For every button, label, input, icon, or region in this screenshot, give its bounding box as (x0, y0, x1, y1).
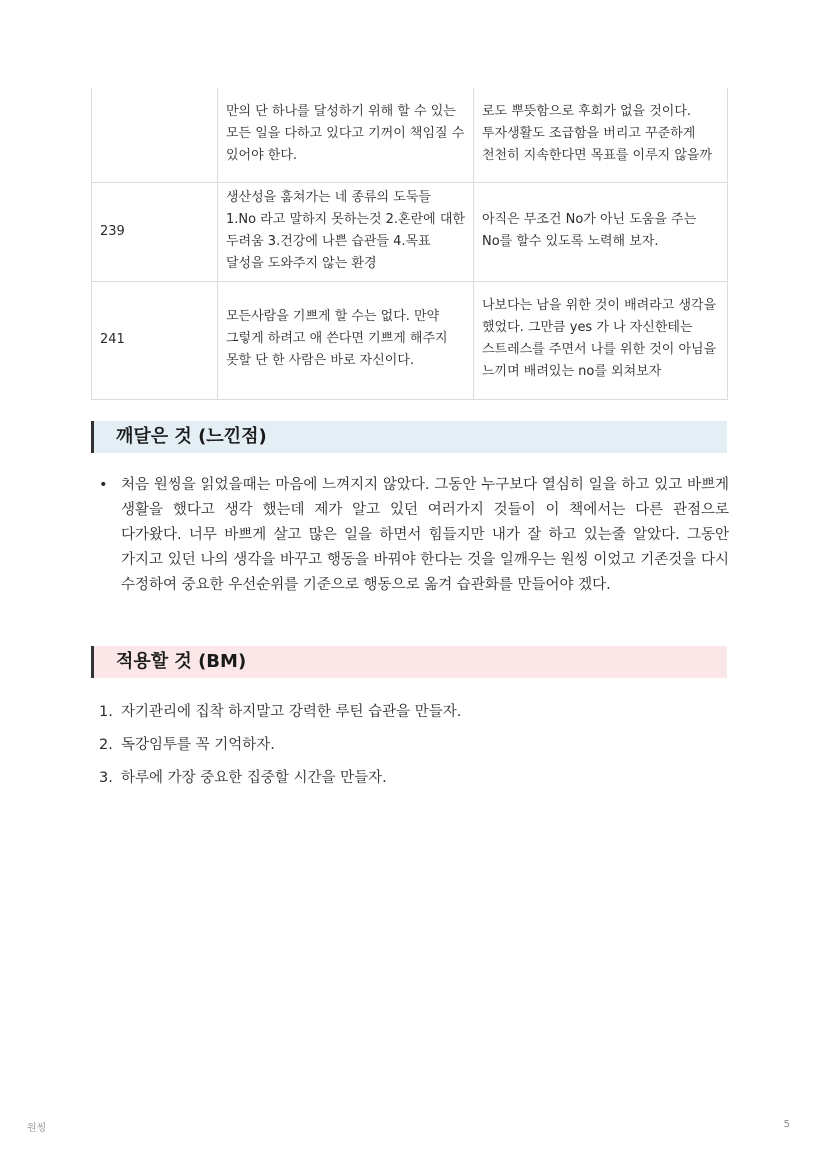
table-row (92, 182, 728, 281)
quote-text: 만의 단 하나를 달성하기 위해 할 수 있는 모든 일을 다하고 있다고 기꺼이 책임질 수 있어야 한다. (226, 103, 465, 163)
footer-title: 원씽 (27, 1123, 47, 1134)
thought-text: 나보다는 남을 위한 것이 배려라고 생각을 했었다. 그만큼 yes 가 나 자신한테는 스트레스를 주면서 나를 위한 것이 아님을 느끼며 배려있는 no를 외쳐보자 (482, 298, 717, 379)
realization-heading: 깨달은 것 (느낀점) (91, 421, 727, 453)
thought-text: 아직은 무조건 No가 아닌 도움을 주는 No를 할수 있도록 노력해 보자. (482, 211, 697, 249)
list-item (99, 733, 719, 766)
list-item-text: 독강임투를 꼭 기억하자. (121, 737, 275, 753)
thought-cell (474, 281, 728, 399)
quote-cell (218, 88, 474, 182)
thought-text: 로도 뿌뜻함으로 후회가 없을 것이다. 투자생활도 조급함을 버리고 꾸준하게 천천히 지속한다면 목표를 이루지 않을까 (482, 103, 713, 163)
list-item (99, 700, 719, 733)
quote-text: 모든사람을 기쁘게 할 수는 없다. 만약 그렇게 하려고 애 쓴다면 기쁘게 해주지 못할 단 한 사람은 바로 자신이다. (226, 309, 448, 368)
table-row (92, 88, 728, 182)
list-item (99, 766, 719, 799)
list-item-text: 하루에 가장 중요한 집중할 시간을 만들자. (121, 770, 387, 786)
list-number: 2. (99, 737, 113, 753)
realization-text: 처음 원씽을 읽었을때는 마음에 느껴지지 않았다. 그동안 누구보다 열심히 일을 하고 있고 바쁘게 생활을 했다고 생각 했는데 제가 알고 있던 여러가지 것들이 이 책에서는 다른 관점으로 다가왔다. 너무 바쁘게 살고 많은 일을 하면서 힘들지만 내가 잘 하고 있는줄 알았다. 그동안 가지고 있던 나의 생각을 바꾸고 행동을 바꿔야 한다는 것을 일깨우는 원씽 이었고 기존것을 다시 수정하여 중요한 우선순위를 기준으로 행동으로 옮겨 습관화를 만들어야 겠다. (121, 477, 729, 593)
list-item-text: 자기관리에 집착 하지말고 강력한 루틴 습관을 만들자. (121, 704, 462, 720)
quote-text: 생산성을 훔쳐가는 네 종류의 도둑들 1.No 라고 말하지 못하는것 2.혼란에 대한 두려움 3.건강에 나쁜 습관들 4.목표 달성을 도와주지 않는 환경 (226, 189, 465, 271)
list-number: 1. (99, 704, 113, 720)
footer-page-number: 5 (783, 1119, 790, 1130)
quote-cell (218, 281, 474, 399)
page-number-cell: 241 (92, 281, 218, 399)
bullet-icon: • (99, 477, 108, 493)
thought-cell (474, 182, 728, 281)
reading-notes-table (91, 88, 728, 400)
thought-cell (474, 88, 728, 182)
table-row (92, 281, 728, 399)
page-number-cell (92, 88, 218, 182)
apply-heading: 적용할 것 (BM) (91, 646, 727, 678)
list-number: 3. (99, 770, 113, 786)
realization-bullet-item (99, 473, 729, 598)
page-number-cell: 239 (92, 182, 218, 281)
apply-list (99, 700, 719, 799)
quote-cell (218, 182, 474, 281)
